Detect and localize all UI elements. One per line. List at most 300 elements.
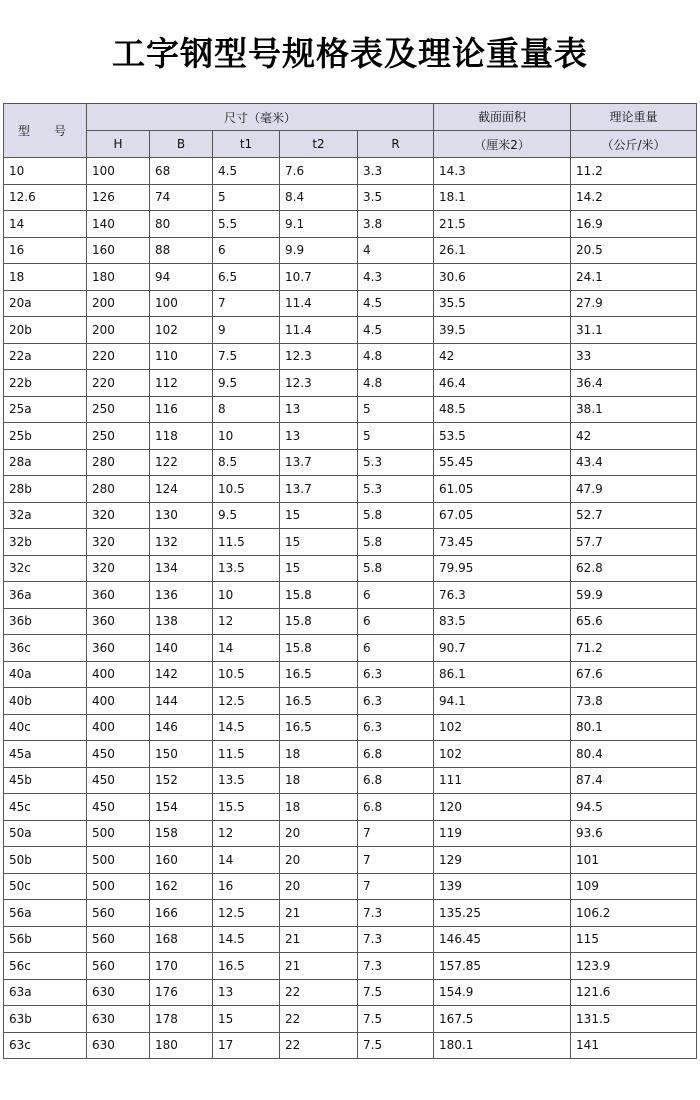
table-row: [4, 449, 697, 476]
table-row: [4, 926, 697, 953]
cell-t1: 10: [213, 582, 280, 609]
cell-b: 94: [150, 264, 213, 291]
cell-t1: 5.5: [213, 211, 280, 238]
cell-b: 132: [150, 529, 213, 556]
cell-r: 6.8: [358, 767, 434, 794]
cell-t2: 9.1: [280, 211, 358, 238]
cell-t1: 13.5: [213, 555, 280, 582]
cell-area: 135.25: [434, 900, 571, 927]
cell-area: 154.9: [434, 979, 571, 1006]
cell-weight: 71.2: [571, 635, 697, 662]
cell-t2: 15.8: [280, 582, 358, 609]
cell-t1: 6: [213, 237, 280, 264]
cell-area: 48.5: [434, 396, 571, 423]
cell-weight: 59.9: [571, 582, 697, 609]
cell-h: 560: [87, 953, 150, 980]
cell-type: 40c: [4, 714, 87, 741]
table-row: [4, 714, 697, 741]
cell-h: 126: [87, 184, 150, 211]
table-row: [4, 529, 697, 556]
cell-type: 10: [4, 158, 87, 185]
cell-area: 53.5: [434, 423, 571, 450]
cell-area: 139: [434, 873, 571, 900]
cell-h: 220: [87, 370, 150, 397]
cell-t2: 18: [280, 767, 358, 794]
table-row: [4, 1032, 697, 1059]
cell-area: 76.3: [434, 582, 571, 609]
cell-h: 630: [87, 1032, 150, 1059]
cell-t2: 13.7: [280, 476, 358, 503]
cell-h: 100: [87, 158, 150, 185]
cell-t2: 21: [280, 926, 358, 953]
cell-b: 102: [150, 317, 213, 344]
cell-area: 120: [434, 794, 571, 821]
cell-r: 6.3: [358, 661, 434, 688]
cell-r: 3.3: [358, 158, 434, 185]
cell-b: 144: [150, 688, 213, 715]
cell-type: 40a: [4, 661, 87, 688]
cell-type: 32b: [4, 529, 87, 556]
cell-t2: 12.3: [280, 370, 358, 397]
cell-type: 14: [4, 211, 87, 238]
table-row: [4, 953, 697, 980]
cell-h: 450: [87, 794, 150, 821]
table-row: [4, 502, 697, 529]
table-row: [4, 608, 697, 635]
cell-r: 7: [358, 847, 434, 874]
header-b: B: [150, 131, 213, 158]
cell-r: 6: [358, 635, 434, 662]
cell-weight: 33: [571, 343, 697, 370]
cell-t2: 16.5: [280, 688, 358, 715]
cell-t2: 9.9: [280, 237, 358, 264]
cell-b: 140: [150, 635, 213, 662]
spec-table: [3, 103, 697, 1059]
cell-type: 63a: [4, 979, 87, 1006]
table-row: [4, 794, 697, 821]
cell-t2: 11.4: [280, 317, 358, 344]
cell-t2: 12.3: [280, 343, 358, 370]
cell-t1: 16: [213, 873, 280, 900]
cell-b: 80: [150, 211, 213, 238]
cell-b: 124: [150, 476, 213, 503]
cell-t2: 15: [280, 502, 358, 529]
cell-weight: 73.8: [571, 688, 697, 715]
cell-b: 160: [150, 847, 213, 874]
cell-t2: 20: [280, 873, 358, 900]
cell-weight: 52.7: [571, 502, 697, 529]
cell-t2: 22: [280, 1032, 358, 1059]
cell-r: 5.8: [358, 529, 434, 556]
table-row: [4, 979, 697, 1006]
cell-t1: 13: [213, 979, 280, 1006]
cell-area: 21.5: [434, 211, 571, 238]
cell-b: 166: [150, 900, 213, 927]
cell-weight: 31.1: [571, 317, 697, 344]
cell-b: 178: [150, 1006, 213, 1033]
cell-r: 6.8: [358, 741, 434, 768]
cell-h: 400: [87, 714, 150, 741]
table-row: [4, 582, 697, 609]
cell-t1: 4.5: [213, 158, 280, 185]
cell-h: 140: [87, 211, 150, 238]
cell-b: 168: [150, 926, 213, 953]
cell-t1: 9.5: [213, 370, 280, 397]
cell-r: 4: [358, 237, 434, 264]
header-t1: t1: [213, 131, 280, 158]
cell-b: 146: [150, 714, 213, 741]
cell-weight: 131.5: [571, 1006, 697, 1033]
cell-t1: 17: [213, 1032, 280, 1059]
cell-area: 14.3: [434, 158, 571, 185]
cell-type: 50a: [4, 820, 87, 847]
cell-h: 200: [87, 317, 150, 344]
cell-t2: 21: [280, 900, 358, 927]
cell-b: 176: [150, 979, 213, 1006]
cell-type: 25b: [4, 423, 87, 450]
header-weight-unit: （公斤/米）: [571, 131, 697, 158]
cell-area: 73.45: [434, 529, 571, 556]
cell-t1: 10.5: [213, 476, 280, 503]
cell-weight: 16.9: [571, 211, 697, 238]
cell-weight: 87.4: [571, 767, 697, 794]
cell-weight: 93.6: [571, 820, 697, 847]
cell-t2: 22: [280, 1006, 358, 1033]
cell-t2: 13: [280, 396, 358, 423]
header-dimensions: 尺寸（毫米）: [87, 104, 434, 131]
header-t2: t2: [280, 131, 358, 158]
cell-t1: 12: [213, 608, 280, 635]
table-row: [4, 873, 697, 900]
cell-t2: 20: [280, 820, 358, 847]
cell-area: 94.1: [434, 688, 571, 715]
cell-b: 170: [150, 953, 213, 980]
cell-r: 7.3: [358, 953, 434, 980]
cell-h: 320: [87, 502, 150, 529]
cell-weight: 94.5: [571, 794, 697, 821]
cell-type: 32c: [4, 555, 87, 582]
cell-r: 3.8: [358, 211, 434, 238]
cell-h: 360: [87, 608, 150, 635]
cell-h: 200: [87, 290, 150, 317]
cell-weight: 24.1: [571, 264, 697, 291]
cell-b: 180: [150, 1032, 213, 1059]
cell-b: 142: [150, 661, 213, 688]
cell-area: 67.05: [434, 502, 571, 529]
cell-t2: 15.8: [280, 608, 358, 635]
cell-t1: 9.5: [213, 502, 280, 529]
cell-h: 280: [87, 476, 150, 503]
cell-t1: 6.5: [213, 264, 280, 291]
table-row: [4, 317, 697, 344]
cell-r: 6: [358, 582, 434, 609]
cell-r: 7.5: [358, 1032, 434, 1059]
table-row: [4, 264, 697, 291]
cell-t1: 7: [213, 290, 280, 317]
cell-weight: 14.2: [571, 184, 697, 211]
page-title: 工字钢型号规格表及理论重量表: [112, 34, 588, 73]
cell-type: 32a: [4, 502, 87, 529]
cell-area: 55.45: [434, 449, 571, 476]
cell-t2: 11.4: [280, 290, 358, 317]
cell-r: 7.3: [358, 926, 434, 953]
cell-h: 500: [87, 820, 150, 847]
cell-type: 25a: [4, 396, 87, 423]
cell-area: 119: [434, 820, 571, 847]
table-row: [4, 423, 697, 450]
table-row: [4, 184, 697, 211]
spec-table-container: [3, 103, 697, 1059]
cell-r: 6: [358, 608, 434, 635]
cell-type: 56a: [4, 900, 87, 927]
cell-h: 400: [87, 688, 150, 715]
cell-area: 102: [434, 741, 571, 768]
cell-r: 4.3: [358, 264, 434, 291]
cell-b: 112: [150, 370, 213, 397]
cell-t1: 9: [213, 317, 280, 344]
cell-type: 45a: [4, 741, 87, 768]
cell-t1: 15.5: [213, 794, 280, 821]
cell-t1: 10.5: [213, 661, 280, 688]
cell-h: 360: [87, 582, 150, 609]
cell-r: 6.8: [358, 794, 434, 821]
cell-weight: 109: [571, 873, 697, 900]
cell-r: 6.3: [358, 688, 434, 715]
table-row: [4, 688, 697, 715]
cell-r: 5.3: [358, 476, 434, 503]
cell-r: 4.5: [358, 290, 434, 317]
cell-h: 220: [87, 343, 150, 370]
table-row: [4, 847, 697, 874]
cell-t1: 14: [213, 635, 280, 662]
cell-h: 250: [87, 396, 150, 423]
cell-type: 16: [4, 237, 87, 264]
cell-area: 167.5: [434, 1006, 571, 1033]
cell-weight: 11.2: [571, 158, 697, 185]
cell-t1: 12.5: [213, 900, 280, 927]
cell-t1: 14.5: [213, 714, 280, 741]
cell-t1: 15: [213, 1006, 280, 1033]
table-row: [4, 635, 697, 662]
cell-area: 180.1: [434, 1032, 571, 1059]
cell-t2: 7.6: [280, 158, 358, 185]
cell-area: 111: [434, 767, 571, 794]
cell-type: 28b: [4, 476, 87, 503]
cell-r: 7: [358, 820, 434, 847]
table-row: [4, 211, 697, 238]
cell-h: 630: [87, 979, 150, 1006]
cell-weight: 80.1: [571, 714, 697, 741]
cell-weight: 36.4: [571, 370, 697, 397]
cell-h: 320: [87, 555, 150, 582]
table-row: [4, 555, 697, 582]
cell-weight: 42: [571, 423, 697, 450]
cell-t1: 12.5: [213, 688, 280, 715]
cell-t1: 7.5: [213, 343, 280, 370]
cell-area: 83.5: [434, 608, 571, 635]
cell-t1: 14.5: [213, 926, 280, 953]
table-row: [4, 370, 697, 397]
cell-t2: 21: [280, 953, 358, 980]
cell-area: 157.85: [434, 953, 571, 980]
cell-type: 50b: [4, 847, 87, 874]
cell-type: 40b: [4, 688, 87, 715]
cell-t2: 8.4: [280, 184, 358, 211]
cell-b: 118: [150, 423, 213, 450]
cell-t1: 13.5: [213, 767, 280, 794]
table-row: [4, 158, 697, 185]
cell-type: 22a: [4, 343, 87, 370]
cell-weight: 43.4: [571, 449, 697, 476]
cell-weight: 62.8: [571, 555, 697, 582]
cell-t2: 15.8: [280, 635, 358, 662]
cell-type: 63b: [4, 1006, 87, 1033]
table-row: [4, 343, 697, 370]
cell-b: 116: [150, 396, 213, 423]
cell-b: 158: [150, 820, 213, 847]
cell-h: 500: [87, 873, 150, 900]
cell-type: 22b: [4, 370, 87, 397]
cell-h: 180: [87, 264, 150, 291]
cell-weight: 47.9: [571, 476, 697, 503]
cell-r: 5: [358, 423, 434, 450]
header-type: 型 号: [4, 104, 87, 158]
cell-r: 7.5: [358, 979, 434, 1006]
header-area: 截面面积: [434, 104, 571, 131]
cell-area: 30.6: [434, 264, 571, 291]
cell-r: 5.3: [358, 449, 434, 476]
cell-weight: 141: [571, 1032, 697, 1059]
cell-r: 4.8: [358, 370, 434, 397]
cell-t1: 16.5: [213, 953, 280, 980]
table-row: [4, 767, 697, 794]
header-area-unit: （厘米2）: [434, 131, 571, 158]
cell-weight: 115: [571, 926, 697, 953]
cell-t2: 15: [280, 529, 358, 556]
cell-h: 450: [87, 767, 150, 794]
cell-h: 560: [87, 900, 150, 927]
table-body: [4, 158, 697, 1059]
cell-h: 630: [87, 1006, 150, 1033]
cell-b: 130: [150, 502, 213, 529]
cell-weight: 38.1: [571, 396, 697, 423]
cell-area: 79.95: [434, 555, 571, 582]
cell-t1: 11.5: [213, 529, 280, 556]
table-row: [4, 820, 697, 847]
cell-area: 146.45: [434, 926, 571, 953]
cell-type: 45c: [4, 794, 87, 821]
cell-b: 68: [150, 158, 213, 185]
cell-type: 18: [4, 264, 87, 291]
cell-type: 36b: [4, 608, 87, 635]
cell-r: 5.8: [358, 555, 434, 582]
cell-h: 400: [87, 661, 150, 688]
cell-weight: 80.4: [571, 741, 697, 768]
cell-area: 129: [434, 847, 571, 874]
cell-t1: 11.5: [213, 741, 280, 768]
cell-t2: 16.5: [280, 714, 358, 741]
cell-weight: 65.6: [571, 608, 697, 635]
cell-b: 136: [150, 582, 213, 609]
cell-area: 61.05: [434, 476, 571, 503]
cell-weight: 121.6: [571, 979, 697, 1006]
cell-weight: 27.9: [571, 290, 697, 317]
cell-area: 86.1: [434, 661, 571, 688]
cell-weight: 57.7: [571, 529, 697, 556]
cell-t2: 13.7: [280, 449, 358, 476]
header-h: H: [87, 131, 150, 158]
cell-r: 7.3: [358, 900, 434, 927]
table-row: [4, 290, 697, 317]
cell-t2: 18: [280, 794, 358, 821]
cell-t2: 18: [280, 741, 358, 768]
cell-area: 35.5: [434, 290, 571, 317]
table-header: [4, 104, 697, 158]
cell-r: 7: [358, 873, 434, 900]
cell-area: 39.5: [434, 317, 571, 344]
table-row: [4, 1006, 697, 1033]
cell-r: 7.5: [358, 1006, 434, 1033]
cell-b: 110: [150, 343, 213, 370]
cell-type: 36c: [4, 635, 87, 662]
cell-type: 45b: [4, 767, 87, 794]
cell-weight: 101: [571, 847, 697, 874]
cell-type: 36a: [4, 582, 87, 609]
cell-r: 4.5: [358, 317, 434, 344]
cell-b: 74: [150, 184, 213, 211]
cell-t1: 14: [213, 847, 280, 874]
cell-t1: 12: [213, 820, 280, 847]
cell-area: 46.4: [434, 370, 571, 397]
cell-r: 6.3: [358, 714, 434, 741]
cell-r: 4.8: [358, 343, 434, 370]
cell-b: 154: [150, 794, 213, 821]
cell-b: 152: [150, 767, 213, 794]
cell-t1: 8.5: [213, 449, 280, 476]
header-weight: 理论重量: [571, 104, 697, 131]
cell-type: 50c: [4, 873, 87, 900]
cell-t2: 15: [280, 555, 358, 582]
cell-r: 5: [358, 396, 434, 423]
table-row: [4, 237, 697, 264]
cell-type: 63c: [4, 1032, 87, 1059]
cell-r: 5.8: [358, 502, 434, 529]
cell-h: 280: [87, 449, 150, 476]
cell-h: 360: [87, 635, 150, 662]
cell-weight: 67.6: [571, 661, 697, 688]
cell-type: 56b: [4, 926, 87, 953]
cell-b: 138: [150, 608, 213, 635]
table-row: [4, 396, 697, 423]
cell-weight: 20.5: [571, 237, 697, 264]
cell-weight: 123.9: [571, 953, 697, 980]
cell-type: 28a: [4, 449, 87, 476]
cell-t2: 22: [280, 979, 358, 1006]
cell-t1: 10: [213, 423, 280, 450]
table-row: [4, 741, 697, 768]
cell-h: 560: [87, 926, 150, 953]
table-row: [4, 476, 697, 503]
cell-area: 90.7: [434, 635, 571, 662]
cell-h: 320: [87, 529, 150, 556]
cell-r: 3.5: [358, 184, 434, 211]
cell-t2: 16.5: [280, 661, 358, 688]
cell-type: 20a: [4, 290, 87, 317]
cell-type: 20b: [4, 317, 87, 344]
cell-type: 56c: [4, 953, 87, 980]
cell-h: 160: [87, 237, 150, 264]
cell-t2: 13: [280, 423, 358, 450]
